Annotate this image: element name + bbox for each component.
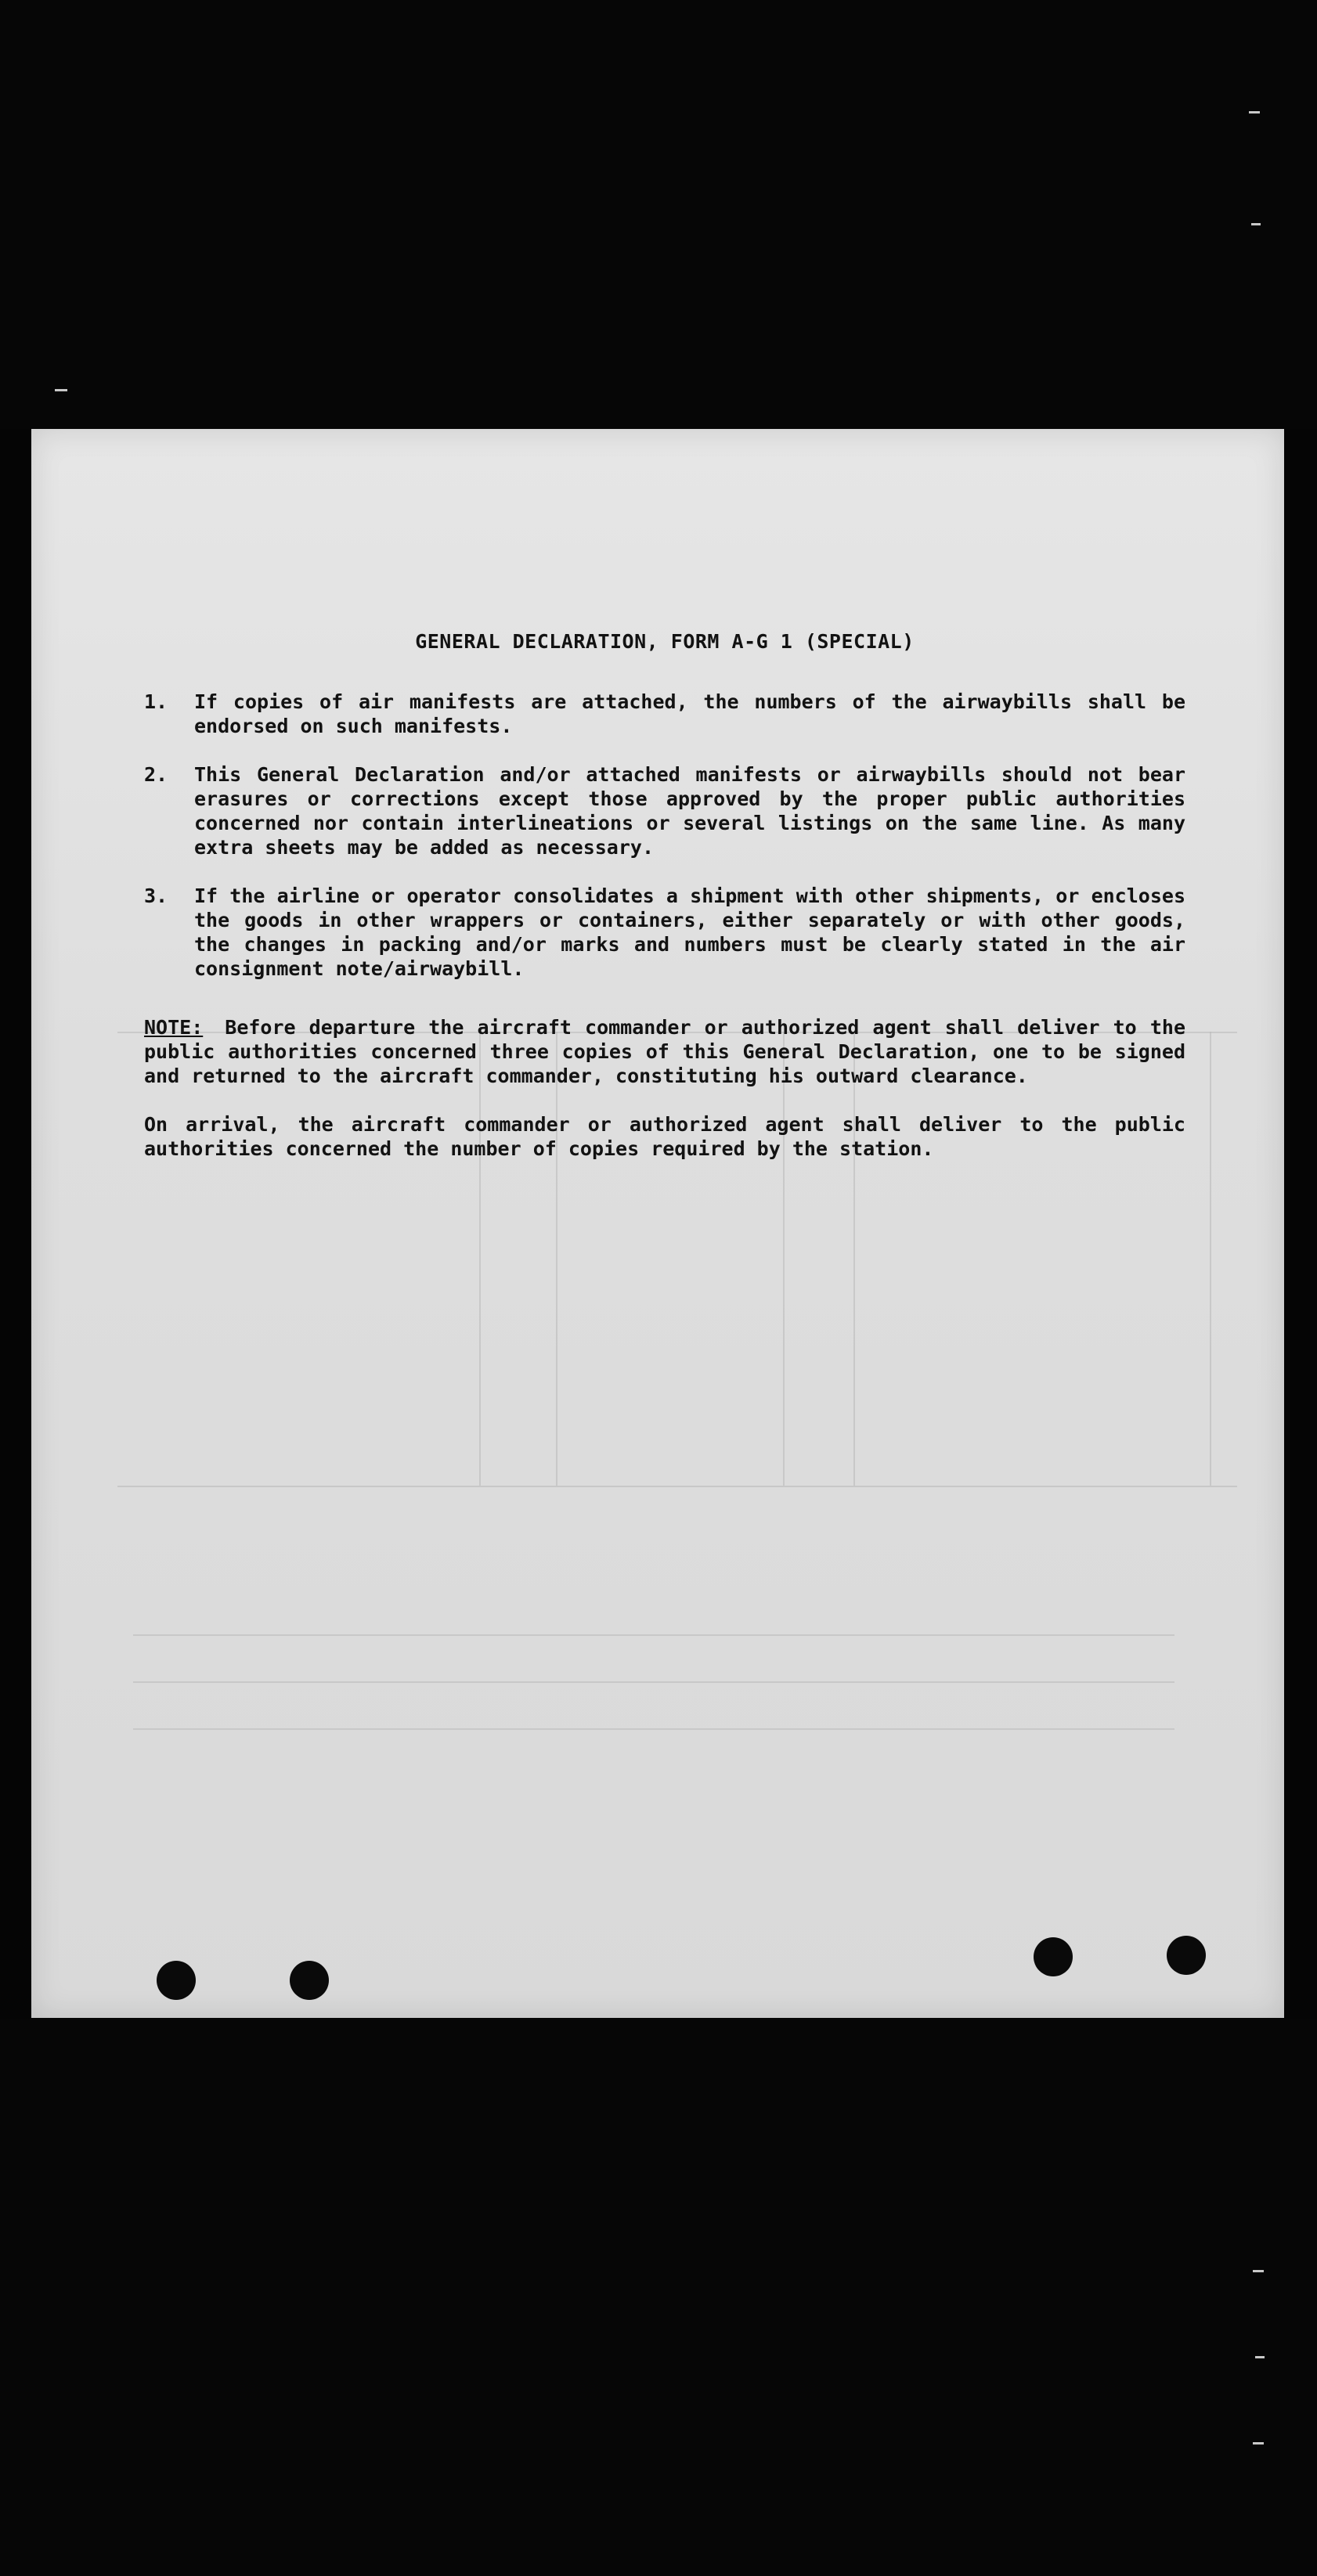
note-label: NOTE: [144,1016,204,1039]
bleed-through-rule [133,1728,1174,1730]
film-border-top [0,0,1317,429]
declaration-text [144,629,1185,1161]
film-border-bottom [0,2019,1317,2576]
list-item [144,690,1185,738]
punch-hole [290,1961,329,2000]
bleed-through-rule [133,1634,1174,1636]
list-item [144,762,1185,859]
note-paragraph [144,1015,1185,1088]
item-text: This General Declaration and/or attached manifests or airwaybills should not bear erasures or corrections except those approved by the proper public authorities concerned nor contain interlineations or several listings on the same line. As many extra sheets may be added as necessary. [194,763,1185,859]
punch-hole [157,1961,196,2000]
film-edge-mark [1253,2442,1264,2444]
document-title: GENERAL DECLARATION, FORM A-G 1 (SPECIAL) [415,630,915,653]
note-text: Before departure the aircraft commander or authorized agent shall deliver to the public authorities concerned three copies of this General Declaration, one to be signed and returned to the aircraft commander, constituting his outward clearance. [144,1016,1185,1087]
item-number: 1. [144,690,168,713]
punch-hole [1034,1937,1073,1976]
punch-hole [1167,1936,1206,1975]
list-item [144,884,1185,981]
bleed-through-rule [1210,1032,1211,1486]
item-number: 3. [144,884,168,907]
item-text: If the airline or operator consolidates a shipment with other shipments, or encloses the goods in other wrappers or containers, either separately or with other goods, the changes in packing and/or marks and numbers must be clearly stated in the air consignment note/airwaybill. [194,884,1185,980]
film-edge-mark [1249,111,1260,113]
arrival-paragraph: On arrival, the aircraft commander or authorized agent shall deliver to the public authorities concerned the number of copies required by the station. [144,1113,1185,1160]
bleed-through-rule [117,1486,1237,1487]
item-number: 2. [144,763,168,786]
film-edge-mark [1255,2356,1265,2358]
film-edge-mark [1253,2270,1264,2272]
film-edge-mark [1251,223,1261,225]
film-edge-mark [55,389,67,391]
bleed-through-rule [133,1681,1174,1683]
item-text: If copies of air manifests are attached, the numbers of the airwaybills shall be endorsed on such manifests. [194,690,1185,737]
